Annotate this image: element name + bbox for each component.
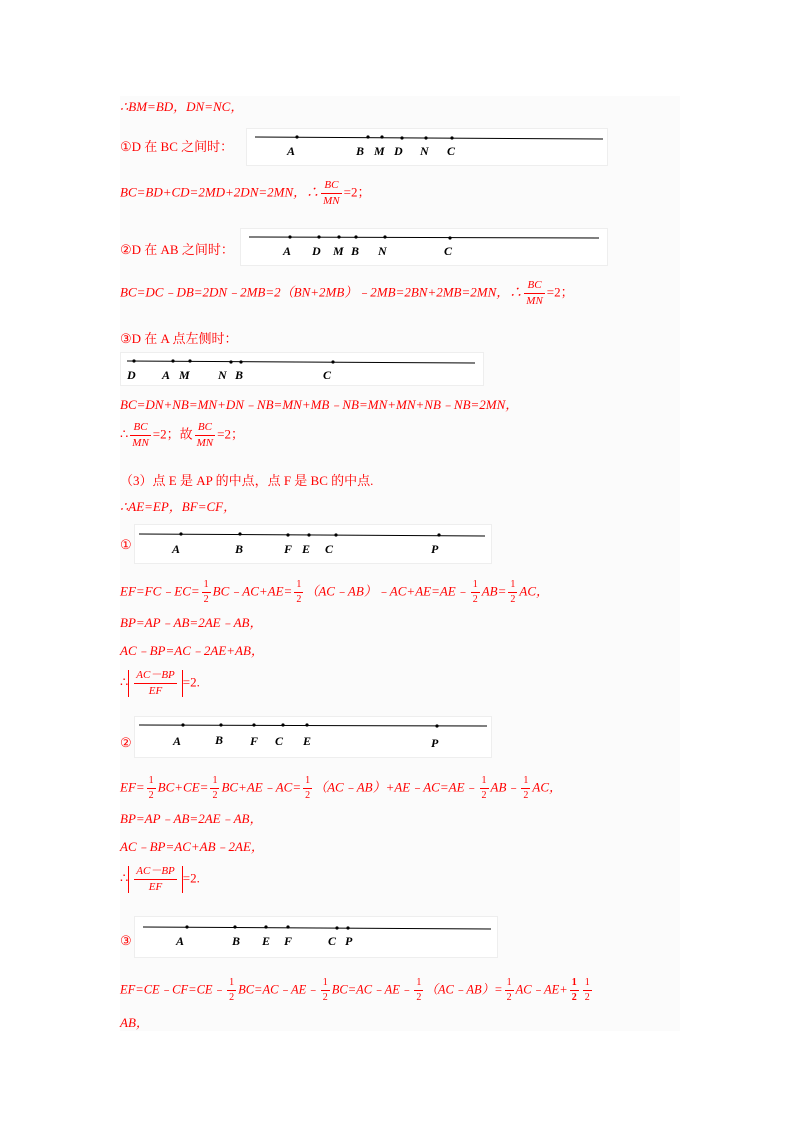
figure-2 bbox=[240, 228, 608, 266]
point-label: B bbox=[356, 144, 365, 158]
case-label: ① bbox=[120, 537, 132, 552]
equation-line: AB， bbox=[120, 1015, 149, 1030]
svg-text:P: P bbox=[431, 736, 439, 750]
svg-text:C: C bbox=[328, 934, 337, 948]
equation-line: BC=BD+CD=2MD+2DN=2MN，∴ $\frac{BC}{MN}$ =2； bbox=[120, 179, 371, 207]
svg-text:E: E bbox=[303, 734, 312, 748]
svg-text:B: B bbox=[235, 542, 244, 556]
svg-text:D: D bbox=[312, 244, 321, 258]
case-1-heading: ①D 在 BC 之间时： bbox=[120, 139, 234, 154]
case-label: ② bbox=[120, 735, 132, 750]
equation-line: EF=CE﹣CF=CE﹣ $\frac{1}{2}$ BC=AC﹣AE﹣ $\frac{1}{2}$ BC=AC﹣AE﹣ $\frac{1}{2}$ （AC﹣AB）= $\frac{1}{2}$ AC﹣AE+ $\frac{1}{2}$ $\frac{1}{2}$ bbox=[120, 977, 590, 1003]
svg-text:A: A bbox=[162, 368, 171, 382]
svg-text:N: N bbox=[218, 368, 227, 382]
svg-text:A: A bbox=[283, 244, 292, 258]
point-label: A bbox=[287, 144, 296, 158]
svg-text:C: C bbox=[275, 734, 284, 748]
figure-1 bbox=[246, 128, 608, 166]
figure-5 bbox=[134, 716, 492, 758]
equation-line: ∴ $\frac{AC-BP}{EF}$ =2. bbox=[120, 669, 200, 697]
svg-text:A: A bbox=[176, 934, 185, 948]
figure-3 bbox=[120, 352, 484, 386]
svg-text:A: A bbox=[172, 542, 181, 556]
point-label: C bbox=[447, 144, 456, 158]
svg-text:F: F bbox=[284, 542, 293, 556]
figure-6 bbox=[134, 916, 498, 958]
svg-text:M: M bbox=[179, 368, 190, 382]
svg-text:B: B bbox=[215, 733, 224, 747]
point-label: D bbox=[394, 144, 403, 158]
svg-text:B: B bbox=[235, 368, 244, 382]
svg-text:M: M bbox=[333, 244, 344, 258]
svg-text:P: P bbox=[345, 934, 353, 948]
svg-text:P: P bbox=[431, 542, 439, 556]
equation-line: AC﹣BP=AC﹣2AE+AB， bbox=[120, 643, 264, 658]
equation-line: BC=DN+NB=MN+DN﹣NB=MN+MB﹣NB=MN+MN+NB﹣NB=2MN， bbox=[120, 397, 519, 412]
point-label: M bbox=[374, 144, 385, 158]
point-label: N bbox=[420, 144, 429, 158]
svg-text:E: E bbox=[262, 934, 271, 948]
figure-4 bbox=[134, 524, 492, 564]
equation-line: ∴ $\frac{BC}{MN}$ =2；故 $\frac{BC}{MN}$ =2； bbox=[120, 421, 244, 449]
equation-line: BP=AP﹣AB=2AE﹣AB， bbox=[120, 811, 263, 826]
equation-line: BC=DC﹣DB=2DN﹣2MB=2（BN+2MB）﹣2MB=2BN+2MB=2MN，∴ $\frac{BC}{MN}$ =2； bbox=[120, 279, 574, 307]
fraction: $\frac{BC}{MN}$ bbox=[323, 179, 340, 207]
equation-line: ∴ $\frac{AC-BP}{EF}$ =2. bbox=[120, 865, 200, 893]
svg-text:C: C bbox=[323, 368, 332, 382]
equation-line: EF= $\frac{1}{2}$ BC+CE= $\frac{1}{2}$ BC+AE﹣AC= $\frac{1}{2}$ （AC﹣AB）+AE﹣AC=AE﹣ $\frac{1}{2}$ AB﹣ $\frac{1}{2}$ AC， bbox=[120, 775, 563, 801]
equation-line: EF=FC﹣EC= $\frac{1}{2}$ BC﹣AC+AE= $\frac{1}{2}$ （AC﹣AB）﹣AC+AE=AE﹣ $\frac{1}{2}$ AB= $\frac{1}{2}$ AC， bbox=[120, 579, 550, 605]
svg-text:A: A bbox=[173, 734, 182, 748]
svg-text:C: C bbox=[444, 244, 453, 258]
case-label: ③ bbox=[120, 933, 132, 948]
text-line: ∴BM=BD，DN=NC， bbox=[120, 99, 244, 114]
svg-text:D: D bbox=[127, 368, 136, 382]
svg-text:B: B bbox=[232, 934, 241, 948]
fraction: $\frac{BC}{MN}$ bbox=[526, 279, 543, 307]
svg-text:B: B bbox=[351, 244, 360, 258]
equation-line: BP=AP﹣AB=2AE﹣AB， bbox=[120, 615, 263, 630]
svg-text:E: E bbox=[302, 542, 311, 556]
svg-text:N: N bbox=[378, 244, 387, 258]
part-3-heading: （3）点 E 是 AP 的中点，点 F 是 BC 的中点. bbox=[120, 473, 374, 488]
text-line: ∴AE=EP，BF=CF， bbox=[120, 499, 237, 514]
svg-text:C: C bbox=[325, 542, 334, 556]
svg-text:F: F bbox=[250, 734, 259, 748]
svg-text:F: F bbox=[284, 934, 293, 948]
case-2-heading: ②D 在 AB 之间时： bbox=[120, 242, 234, 257]
case-3-heading: ③D 在 A 点左侧时： bbox=[120, 331, 238, 346]
equation-line: AC﹣BP=AC+AB﹣2AE， bbox=[120, 839, 264, 854]
